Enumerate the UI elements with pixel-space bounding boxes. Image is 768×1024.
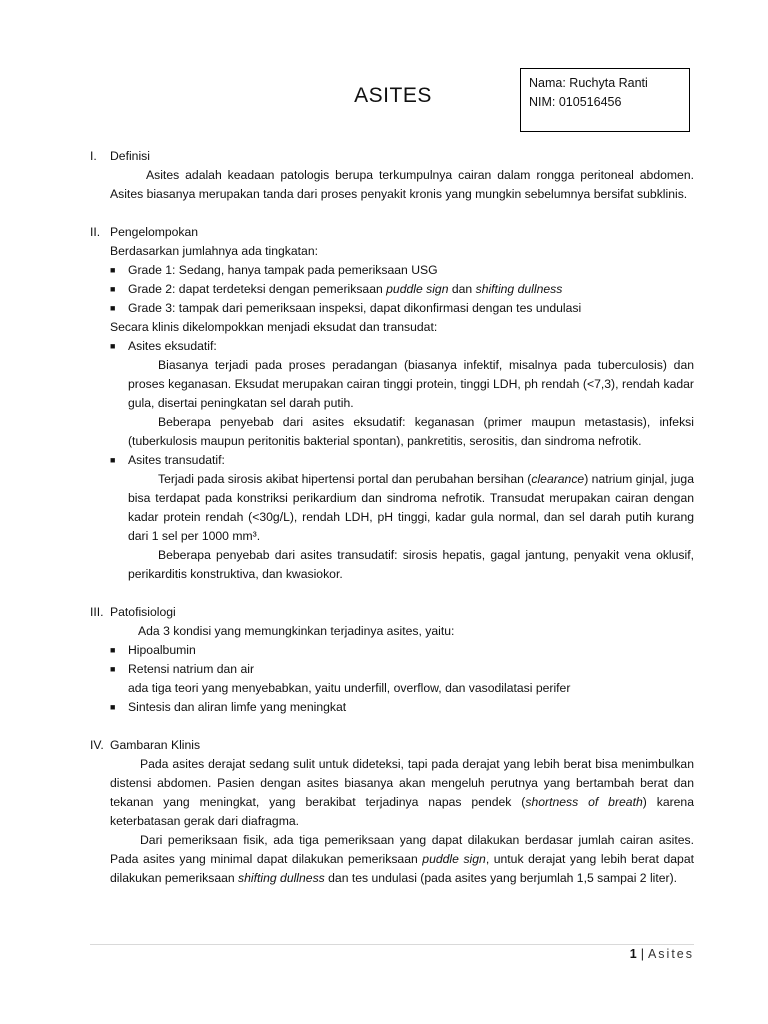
paragraph: Ada 3 kondisi yang memungkinkan terjadinya asites, yaitu: xyxy=(138,624,455,638)
page-number: 1 xyxy=(629,947,637,961)
paragraph: Secara klinis dikelompokkan menjadi eksudat dan transudat: xyxy=(110,320,438,334)
square-bullet-icon: ■ xyxy=(110,455,116,465)
paragraph: ada tiga teori yang menyebabkan, yaitu underfill, overflow, dan vasodilatasi perifer xyxy=(128,681,571,695)
list-item: ■ Grade 3: tampak dari pemeriksaan inspeksi, dapat dikonfirmasi dengan tes undulasi xyxy=(110,299,694,318)
paragraph: Dari pemeriksaan fisik, ada tiga pemeriksaan yang dapat dilakukan berdasar jumlah cairan asites. Pada asites yang minimal dapat dilakukan pemeriksaan puddle sign, untuk derajat yang lebih berat dapat dilakukan pemeriksaan shifting dullness dan tes undulasi (pada asites yang berjumlah 1,5 sampai 2 liter). xyxy=(110,833,694,885)
list-item: ■ Sintesis dan aliran limfe yang meningkat xyxy=(110,698,694,717)
running-title: Asites xyxy=(647,947,694,961)
section-heading xyxy=(90,603,694,622)
paragraph: Beberapa penyebab dari asites transudatif: sirosis hepatis, gagal jantung, penyakit vena oklusif, perikarditis konstruktiva, dan kwasiokor. xyxy=(128,548,694,581)
list-item-body xyxy=(128,470,694,584)
list-item-body xyxy=(128,356,694,451)
section-definisi xyxy=(90,147,694,204)
section-title: Gambaran Klinis xyxy=(110,738,201,752)
section-number: I. xyxy=(90,149,97,163)
footer-divider xyxy=(90,944,694,945)
list-item: ■ Asites eksudatif: xyxy=(110,337,694,356)
list-item: ■ Retensi natrium dan air xyxy=(110,660,694,679)
section-heading xyxy=(90,736,694,755)
section-pengelompokan xyxy=(90,223,694,584)
square-bullet-icon: ■ xyxy=(110,702,116,712)
section-heading xyxy=(90,223,694,242)
section-patofisiologi xyxy=(90,603,694,717)
student-name: Nama: Ruchyta Ranti xyxy=(529,76,648,90)
footer-separator: | xyxy=(640,947,644,961)
paragraph: Pada asites derajat sedang sulit untuk dideteksi, tapi pada derajat yang lebih berat bisa menimbulkan distensi abdomen. Pasien dengan asites biasanya akan mengeluh perutnya yang bertambah berat dan tekanan yang meningkat, yang berakibat terjadinya napas pendek (shortness of breath) karena keterbatasan gerak dari diafragma. xyxy=(110,757,694,828)
section-number: II. xyxy=(90,225,101,239)
section-title: Pengelompokan xyxy=(110,225,199,239)
document-title: ASITES xyxy=(354,84,432,107)
square-bullet-icon: ■ xyxy=(110,284,116,294)
paragraph: Berdasarkan jumlahnya ada tingkatan: xyxy=(110,244,318,258)
paragraph: Asites adalah keadaan patologis berupa terkumpulnya cairan dalam rongga peritoneal abdomen. Asites biasanya merupakan tanda dari proses penyakit kronis yang mungkin sebelumnya bersifat subklinis. xyxy=(110,168,694,201)
list-item: ■ Hipoalbumin xyxy=(110,641,694,660)
square-bullet-icon: ■ xyxy=(110,645,116,655)
paragraph: Terjadi pada sirosis akibat hipertensi portal dan perubahan bersihan (clearance) natrium ginjal, juga bisa terdapat pada konstriksi perikardium dan sindroma nefrotik. Transudat merupakan cairan dengan kadar protein rendah (<30g/L), rendah LDH, pH tinggi, kadar gula normal, dan sel darah putih kurang dari 1 sel per 1000 mm³. xyxy=(128,472,694,543)
section-title: Patofisiologi xyxy=(110,605,176,619)
section-number: III. xyxy=(90,605,104,619)
list-item: ■ Grade 1: Sedang, hanya tampak pada pemeriksaan USG xyxy=(110,261,694,280)
list-item: ■ Asites transudatif: xyxy=(110,451,694,470)
section-heading xyxy=(90,147,694,166)
section-gambaran-klinis xyxy=(90,736,694,888)
section-title: Definisi xyxy=(110,149,150,163)
list-item: ■ Grade 2: dapat terdeteksi dengan pemeriksaan puddle sign dan shifting dullness xyxy=(110,280,694,299)
paragraph: Biasanya terjadi pada proses peradangan (biasanya infektif, misalnya pada tuberculosis) dan proses keganasan. Eksudat merupakan cairan tinggi protein, tinggi LDH, ph rendah (<7,3), rendah kadar gula, disertai peningkatan sel darah putih. xyxy=(128,358,694,410)
paragraph: Beberapa penyebab dari asites eksudatif: keganasan (primer maupun metastasis), infeksi (tuberkulosis maupun peritonitis bakterial spontan), pankretitis, serositis, dan sindroma nefrotik. xyxy=(128,415,694,448)
square-bullet-icon: ■ xyxy=(110,303,116,313)
student-nim: NIM: 010516456 xyxy=(529,95,622,109)
square-bullet-icon: ■ xyxy=(110,341,116,351)
square-bullet-icon: ■ xyxy=(110,265,116,275)
page-footer xyxy=(630,947,694,961)
document-body xyxy=(90,147,694,888)
square-bullet-icon: ■ xyxy=(110,664,116,674)
student-info-box xyxy=(520,68,690,132)
section-number: IV. xyxy=(90,738,104,752)
